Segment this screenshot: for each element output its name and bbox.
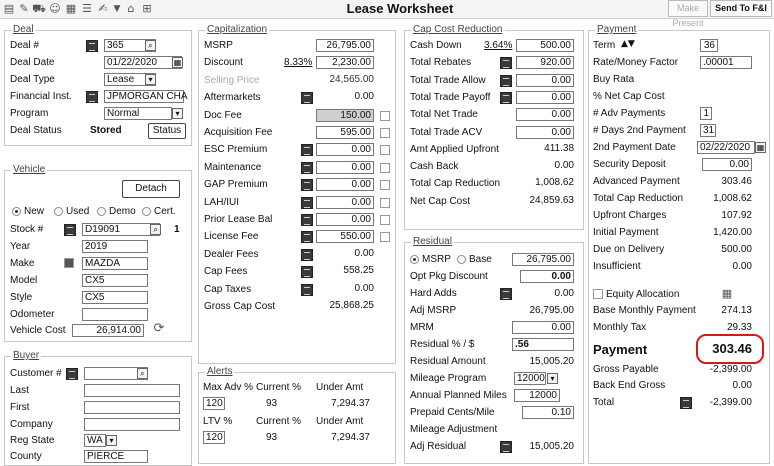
- deal-number-input[interactable]: 365: [104, 39, 156, 52]
- alerts-panel-title: Alerts: [207, 366, 233, 377]
- cap-cap-taxes-value: 0.00: [354, 282, 374, 294]
- term-label: Term: [593, 40, 616, 51]
- stock-input[interactable]: D19091: [82, 223, 160, 236]
- cap-acquisition-fee-checkbox[interactable]: [380, 128, 390, 138]
- insufficient-label: Insufficient: [593, 261, 641, 272]
- initial-payment-value: 1,420.00: [713, 227, 752, 238]
- deal-calculator-icon[interactable]: [86, 40, 98, 52]
- style-label: Style: [10, 292, 33, 303]
- reg-state-label: Reg State: [10, 435, 55, 446]
- rate-label: Rate/Money Factor: [593, 57, 679, 68]
- cap-discount-percent[interactable]: 8.33%: [284, 57, 313, 69]
- odometer-label: Odometer: [10, 309, 55, 320]
- payment-total-cap-reduction-label: Total Cap Reduction: [593, 193, 684, 204]
- program-dropdown-icon[interactable]: ▾: [172, 108, 183, 119]
- customer-calculator-icon[interactable]: [66, 368, 78, 380]
- ltv-input[interactable]: 120: [203, 431, 225, 444]
- residual-pct-label: Residual % / $: [410, 339, 475, 350]
- total-label: Total: [593, 397, 615, 408]
- cap-prior-lease-bal-calculator-icon[interactable]: [301, 214, 313, 226]
- base-monthly-payment-label: Base Monthly Payment: [593, 305, 696, 316]
- cap-selling-price-label: Selling Price: [204, 74, 260, 86]
- list-icon[interactable]: ☰: [82, 2, 92, 15]
- last-name-input[interactable]: [84, 384, 180, 397]
- cap-cap-fees-calculator-icon[interactable]: [301, 266, 313, 278]
- cap-license-fee-calculator-icon[interactable]: [301, 231, 313, 243]
- ccr-total-trade-payoff-label: Total Trade Payoff: [410, 91, 491, 103]
- upfront-charges-value: 107.92: [721, 210, 752, 221]
- hard-adds-label: Hard Adds: [410, 288, 457, 299]
- cap-gross-cap-cost-value: 25,868.25: [329, 300, 374, 311]
- buyer-panel-title: Buyer: [13, 350, 40, 361]
- mileage-program-label: Mileage Program: [410, 373, 487, 384]
- adj-msrp-value: 26,795.00: [529, 305, 574, 316]
- cap-doc-fee-checkbox[interactable]: [380, 111, 390, 121]
- payment-highlight-circle: [696, 334, 764, 364]
- person-icon[interactable]: ☺: [49, 2, 61, 15]
- cap-prior-lease-bal-value[interactable]: 0.00: [316, 213, 374, 226]
- residual-amount-value: 15,005.20: [529, 356, 574, 367]
- payment-value: 303.46: [712, 341, 752, 356]
- year-label: Year: [10, 241, 31, 252]
- security-deposit-label: Security Deposit: [593, 159, 666, 170]
- cap-prior-lease-bal-label: Prior Lease Bal: [204, 214, 273, 225]
- deal-search-icon[interactable]: ⌕: [145, 40, 156, 51]
- ccr-total-net-trade-value[interactable]: 0.00: [516, 108, 574, 121]
- back-end-gross-label: Back End Gross: [593, 380, 666, 391]
- first-name-input[interactable]: [84, 401, 180, 414]
- ccr-total-trade-acv-label: Total Trade ACV: [410, 126, 483, 138]
- vehicle-panel-title: Vehicle: [13, 164, 46, 175]
- vehicle-cost-label: Vehicle Cost: [10, 325, 66, 336]
- base-monthly-payment-value: 274.13: [721, 305, 752, 316]
- days-2nd-payment-label: # Days 2nd Payment: [593, 125, 686, 136]
- stock-label: Stock #: [10, 224, 44, 235]
- used-radio[interactable]: [54, 207, 63, 216]
- customer-label: Customer #: [10, 368, 62, 379]
- deal-number-label: Deal #: [10, 40, 39, 51]
- deal-type-dropdown-icon[interactable]: ▾: [145, 74, 156, 85]
- mileage-adjustment-label: Mileage Adjustment: [410, 424, 498, 435]
- cap-maintenance-calculator-icon[interactable]: [301, 162, 313, 174]
- detach-button[interactable]: Detach: [122, 180, 180, 198]
- adj-residual-label: Adj Residual: [410, 441, 467, 452]
- new-label: New: [24, 206, 45, 217]
- cap-msrp-label: MSRP: [204, 40, 233, 51]
- days-2nd-payment-input[interactable]: 31: [700, 124, 716, 137]
- cap-license-fee-checkbox[interactable]: [380, 232, 390, 242]
- 2nd-payment-date-label: 2nd Payment Date: [593, 142, 676, 153]
- hard-adds-calculator-icon[interactable]: [500, 288, 512, 300]
- security-deposit-input[interactable]: 0.00: [702, 158, 752, 171]
- company-label: Company: [10, 419, 53, 430]
- 2nd-payment-date-input[interactable]: 02/22/2020: [697, 141, 755, 154]
- ccr-total-rebates-calculator-icon[interactable]: [500, 57, 512, 69]
- annual-miles-input[interactable]: 12000: [514, 389, 560, 402]
- ccr-total-trade-payoff-value[interactable]: 0.00: [516, 91, 574, 104]
- cap-lah-iui-calculator-icon[interactable]: [301, 197, 313, 209]
- annual-miles-label: Annual Planned Miles: [410, 390, 507, 401]
- camera-icon[interactable]: ⊞: [142, 2, 152, 15]
- due-on-delivery-value: 500.00: [721, 244, 752, 255]
- make-label: Make: [10, 258, 35, 269]
- cap-gap-premium-label: GAP Premium: [204, 179, 268, 191]
- odometer-input[interactable]: [82, 308, 148, 321]
- current-pct-value-1: 93: [266, 398, 278, 409]
- reg-state-select[interactable]: WA: [84, 434, 106, 447]
- gross-payable-label: Gross Payable: [593, 364, 659, 375]
- ccr-cash-back-label: Cash Back: [410, 161, 459, 173]
- program-label: Program: [10, 108, 49, 119]
- cap-aftermarkets-value: 0.00: [354, 91, 374, 103]
- cap-aftermarkets-calculator-icon[interactable]: [301, 92, 313, 104]
- cap-discount-value[interactable]: 2,230.00: [316, 56, 374, 69]
- residual-pct-input[interactable]: .56: [512, 338, 574, 351]
- cap-doc-fee-label: Doc Fee: [204, 109, 242, 121]
- ccr-net-cap-cost-value: 24,859.63: [529, 194, 574, 206]
- cert-radio[interactable]: [142, 207, 151, 216]
- under-amt-value-1: 7,294.37: [331, 398, 370, 409]
- last-name-label: Last: [10, 385, 29, 396]
- stock-count: 1: [174, 224, 180, 235]
- ccr-amt-applied-upfront-value: 411.38: [544, 142, 574, 154]
- new-radio[interactable]: [12, 207, 21, 216]
- prepaid-cents-input[interactable]: 0.10: [522, 406, 574, 419]
- mrm-input[interactable]: 0.00: [512, 321, 574, 334]
- car-icon[interactable]: ⛟: [32, 2, 46, 15]
- ccr-total-cap-reduction-value: 1,008.62: [535, 177, 574, 189]
- advanced-payment-value: 303.46: [721, 176, 752, 187]
- cap-lah-iui-value[interactable]: 0.00: [316, 196, 374, 209]
- deal-type-label: Deal Type: [10, 74, 55, 85]
- dropdown-arrow-icon[interactable]: ▼: [113, 4, 121, 14]
- max-adv-header: Max Adv %: [203, 382, 254, 393]
- cap-dealer-fees-calculator-icon[interactable]: [301, 249, 313, 261]
- mrm-label: MRM: [410, 322, 434, 333]
- cap-prior-lease-bal-checkbox[interactable]: [380, 215, 390, 225]
- style-input[interactable]: CX5: [82, 291, 148, 304]
- county-input[interactable]: PIERCE: [84, 450, 148, 463]
- cap-msrp-value[interactable]: 26,795.00: [316, 39, 374, 52]
- worksheet-icon[interactable]: ▤: [3, 2, 15, 15]
- max-adv-input[interactable]: 120: [203, 397, 225, 410]
- model-input[interactable]: CX5: [82, 274, 148, 287]
- cap-lah-iui-checkbox[interactable]: [380, 198, 390, 208]
- msrp-radio[interactable]: [410, 255, 419, 264]
- used-label: Used: [66, 206, 90, 217]
- total-calculator-icon[interactable]: [680, 397, 692, 409]
- ccr-total-trade-payoff-calculator-icon[interactable]: [500, 92, 512, 104]
- residual-amount-label: Residual Amount: [410, 356, 486, 367]
- ccr-cash-down-value[interactable]: 500.00: [516, 39, 574, 52]
- under-amt-header-2: Under Amt: [316, 416, 364, 427]
- county-label: County: [10, 451, 42, 462]
- deal-type-select[interactable]: Lease: [104, 73, 156, 86]
- demo-radio[interactable]: [97, 207, 106, 216]
- monthly-tax-value: 29.33: [726, 322, 752, 333]
- deal-date-label: Deal Date: [10, 57, 55, 68]
- residual-msrp-input[interactable]: 26,795.00: [512, 253, 574, 266]
- make-input[interactable]: MAZDA: [82, 257, 148, 270]
- ccr-net-cap-cost-label: Net Cap Cost: [410, 195, 471, 207]
- cap-gap-premium-calculator-icon[interactable]: [301, 179, 313, 191]
- deal-status-value: Stored: [90, 125, 122, 136]
- ccr-total-trade-allow-calculator-icon[interactable]: [500, 75, 512, 87]
- under-amt-value-2: 7,294.37: [331, 432, 370, 443]
- term-spinner-icon[interactable]: ▲▼: [621, 39, 635, 49]
- ccr-cash-down-label: Cash Down: [410, 40, 462, 51]
- adj-msrp-label: Adj MSRP: [410, 305, 457, 316]
- cap-license-fee-value[interactable]: 550.00: [316, 230, 374, 243]
- due-on-delivery-label: Due on Delivery: [593, 244, 665, 255]
- stock-search-icon[interactable]: ⌕: [150, 224, 161, 235]
- make-checkbox[interactable]: [64, 258, 74, 268]
- mileage-program-select[interactable]: 12000: [514, 372, 546, 385]
- rate-input[interactable]: .00001: [700, 56, 752, 69]
- deal-status-label: Deal Status: [10, 125, 62, 136]
- base-radio-label: Base: [469, 254, 492, 265]
- cap-dealer-fees-label: Dealer Fees: [204, 248, 259, 260]
- initial-payment-label: Initial Payment: [593, 227, 659, 238]
- equity-allocation-checkbox[interactable]: [593, 289, 603, 299]
- ccr-total-trade-allow-label: Total Trade Allow: [410, 74, 486, 86]
- opt-pkg-label: Opt Pkg Discount: [410, 271, 488, 282]
- cap-gross-cap-cost-label: Gross Cap Cost: [204, 301, 276, 312]
- program-select[interactable]: Normal: [104, 107, 172, 120]
- ccr-cash-down-percent[interactable]: 3.64%: [484, 40, 513, 51]
- gross-payable-value: -2,399.00: [709, 364, 752, 375]
- cap-acquisition-fee-value[interactable]: 595.00: [316, 126, 374, 139]
- cap-gap-premium-checkbox[interactable]: [380, 180, 390, 190]
- cap-cost-reduction-title: Cap Cost Reduction: [413, 24, 503, 35]
- financial-inst-label: Financial Inst.: [10, 91, 72, 102]
- cap-dealer-fees-value: 0.00: [354, 247, 374, 259]
- cap-esc-premium-checkbox[interactable]: [380, 145, 390, 155]
- adj-residual-value: 15,005.20: [529, 441, 574, 452]
- cap-cap-fees-value: 558.25: [343, 265, 374, 277]
- ccr-total-rebates-value[interactable]: 920.00: [516, 56, 574, 69]
- make-present-button[interactable]: Make Present: [668, 0, 708, 17]
- cap-gap-premium-value[interactable]: 0.00: [316, 178, 374, 191]
- cap-cap-taxes-label: Cap Taxes: [204, 283, 252, 295]
- financial-inst-calculator-icon[interactable]: [86, 91, 98, 103]
- hard-adds-value: 0.00: [554, 288, 574, 299]
- cap-selling-price-value: 24,565.00: [329, 73, 374, 85]
- cap-license-fee-label: License Fee: [204, 231, 259, 243]
- refresh-icon[interactable]: ⟳: [153, 321, 165, 336]
- residual-panel-title: Residual: [413, 236, 452, 247]
- payment-label: Payment: [593, 342, 648, 357]
- current-pct-value-2: 93: [266, 432, 278, 443]
- prepaid-cents-label: Prepaid Cents/Mile: [410, 407, 495, 418]
- send-to-fi-button[interactable]: Send To F&I: [710, 0, 772, 17]
- current-pct-header-1: Current %: [256, 382, 302, 393]
- deal-date-calendar-icon[interactable]: ▦: [173, 58, 182, 67]
- vehicle-cost-input[interactable]: 26,914.00: [72, 324, 144, 337]
- cap-cap-fees-label: Cap Fees: [204, 266, 248, 278]
- 2nd-payment-calendar-icon[interactable]: ▦: [756, 143, 765, 152]
- advanced-payment-label: Advanced Payment: [593, 176, 680, 187]
- cap-maintenance-checkbox[interactable]: [380, 163, 390, 173]
- cap-discount-label: Discount: [204, 57, 243, 69]
- equity-allocation-label: Equity Allocation: [606, 289, 680, 300]
- ccr-amt-applied-upfront-label: Amt Applied Upfront: [410, 143, 499, 155]
- term-input[interactable]: 36: [700, 39, 718, 52]
- year-input[interactable]: 2019: [82, 240, 148, 253]
- cap-lah-iui-label: LAH/IUI: [204, 196, 240, 208]
- net-cap-cost-pct-label: % Net Cap Cost: [593, 91, 665, 102]
- insufficient-value: 0.00: [732, 261, 752, 272]
- home-icon[interactable]: ⌂: [127, 2, 135, 15]
- mileage-program-dropdown-icon[interactable]: ▾: [547, 373, 558, 384]
- status-button[interactable]: Status: [148, 123, 186, 139]
- total-value: -2,399.00: [709, 397, 752, 408]
- ccr-total-net-trade-label: Total Net Trade: [410, 109, 478, 121]
- cap-esc-premium-calculator-icon[interactable]: [301, 144, 313, 156]
- deal-date-input[interactable]: 01/22/2020: [104, 56, 182, 69]
- buy-rate-label: Buy Rata: [593, 74, 635, 85]
- ccr-total-trade-acv-value[interactable]: 0.00: [516, 126, 574, 139]
- deal-panel-title: Deal: [13, 24, 34, 35]
- ccr-total-trade-allow-value[interactable]: 0.00: [516, 74, 574, 87]
- stock-calculator-icon[interactable]: [64, 224, 76, 236]
- ccr-cash-back-value: 0.00: [554, 160, 574, 172]
- company-input[interactable]: [84, 418, 180, 431]
- cap-esc-premium-value[interactable]: 0.00: [316, 143, 374, 156]
- edit-icon[interactable]: ✎: [19, 2, 29, 15]
- ltv-header: LTV %: [203, 416, 233, 427]
- financial-inst-input[interactable]: JPMORGAN CHA: [104, 90, 184, 103]
- cap-doc-fee-value[interactable]: 150.00: [316, 109, 374, 122]
- document-icon[interactable]: ▦: [65, 2, 77, 15]
- cert-label: Cert.: [154, 206, 176, 217]
- base-radio[interactable]: [457, 255, 466, 264]
- signature-icon[interactable]: ✍: [98, 2, 108, 15]
- monthly-tax-label: Monthly Tax: [593, 322, 647, 333]
- ccr-total-cap-reduction-label: Total Cap Reduction: [410, 178, 501, 190]
- capitalization-panel-title: Capitalization: [207, 24, 268, 35]
- cap-maintenance-label: Maintenance: [204, 161, 262, 173]
- cap-acquisition-fee-label: Acquisition Fee: [204, 127, 273, 138]
- customer-search-icon[interactable]: ⌕: [137, 368, 148, 379]
- window-title: Lease Worksheet: [346, 1, 454, 16]
- first-name-label: First: [10, 402, 30, 413]
- payment-panel-title: Payment: [597, 24, 637, 35]
- cap-esc-premium-label: ESC Premium: [204, 144, 268, 156]
- reg-state-dropdown-icon[interactable]: ▾: [106, 435, 117, 446]
- equity-allocation-icon[interactable]: ▦: [721, 287, 733, 300]
- adv-payments-label: # Adv Payments: [593, 108, 666, 119]
- cap-cap-taxes-calculator-icon[interactable]: [301, 284, 313, 296]
- toolbar: [0, 0, 774, 28]
- demo-label: Demo: [109, 206, 136, 217]
- cap-maintenance-value[interactable]: 0.00: [316, 161, 374, 174]
- back-end-gross-value: 0.00: [732, 380, 752, 391]
- adv-payments-input[interactable]: 1: [700, 107, 712, 120]
- upfront-charges-label: Upfront Charges: [593, 210, 667, 221]
- cap-aftermarkets-label: Aftermarkets: [204, 92, 261, 104]
- payment-total-cap-reduction-value: 1,008.62: [713, 193, 752, 204]
- ccr-total-rebates-label: Total Rebates: [410, 57, 472, 69]
- opt-pkg-input[interactable]: 0.00: [520, 270, 574, 283]
- current-pct-header-2: Current %: [256, 416, 302, 427]
- under-amt-header-1: Under Amt: [316, 382, 364, 393]
- model-label: Model: [10, 275, 38, 286]
- msrp-radio-label: MSRP: [422, 254, 451, 265]
